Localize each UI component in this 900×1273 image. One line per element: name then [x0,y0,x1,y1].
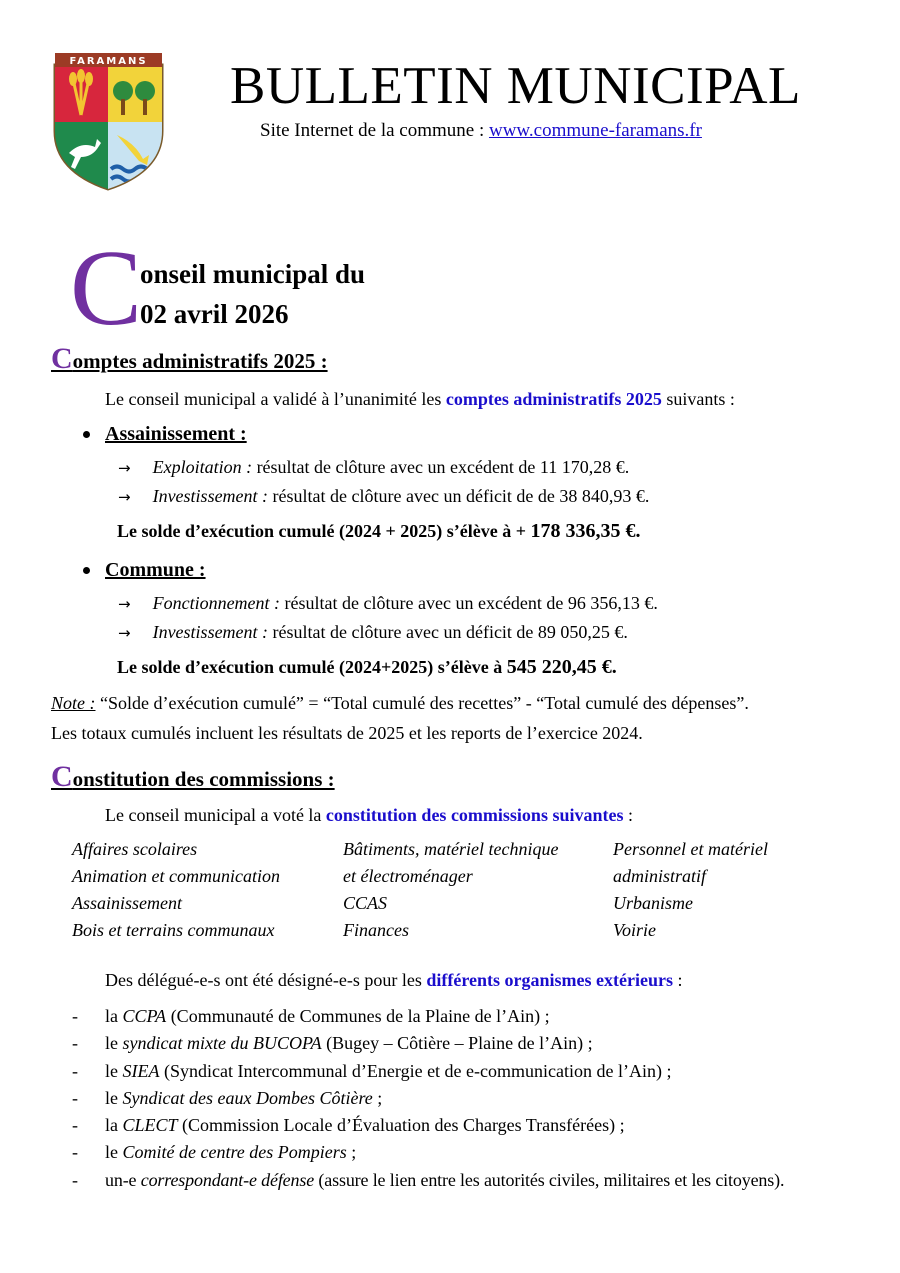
commune-investissement-label: Investissement : [152,622,269,642]
fonctionnement-text: résultat de clôture avec un excédent de 96 356,13 €. [280,593,658,613]
site-line [260,120,702,142]
dash-marker: - [72,1006,78,1026]
dash-marker: - [72,1142,78,1163]
delegates-list [72,1003,784,1194]
exploitation-label: Exploitation : [152,457,253,477]
right-arrow-icon: → [118,488,131,506]
commission-item: Assainissement [72,893,182,913]
accounts-heading-text: omptes administratifs 2025 : [72,349,328,373]
assainissement-solde [117,520,640,543]
council-heading-line1: onseil municipal du [140,259,366,289]
list-item [72,1139,784,1166]
note-label: Note : [51,693,96,713]
commissions-intro-text: Le conseil municipal a voté la [105,805,326,825]
commissions-column-2 [343,836,558,944]
item-desc: (Syndicat Intercommunal d’Energie et de e-communication de l’Ain) ; [159,1060,672,1081]
exploitation-text: résultat de clôture avec un excédent de 11 170,28 €. [252,457,630,477]
assainissement-solde-text: Le solde d’exécution cumulé (2024 + 2025) s’élève à + [117,521,531,541]
council-dropcap: C [70,229,143,348]
council-heading [140,254,365,334]
commissions-intro-bold: constitution des commissions suivantes [325,805,624,825]
commissions-column-1 [72,836,280,944]
investissement-label: Investissement : [152,486,269,506]
commission-item: Animation et communication [72,866,280,886]
commune-line-2 [118,622,628,643]
item-name: CLECT [122,1115,178,1136]
delegates-intro-text: Des délégué-e-s ont été désigné-e-s pour les [105,970,427,990]
item-name: Comité de centre des Pompiers [122,1142,347,1163]
commission-item: Voirie [613,920,656,940]
commission-item: Bois et terrains communaux [72,920,275,940]
commune-solde [117,656,617,679]
commission-item: et électroménager [343,866,473,886]
commission-item: CCAS [343,893,388,913]
dash-marker: - [72,1060,78,1081]
dash-marker: - [72,1169,78,1190]
accounts-intro [105,389,735,410]
item-name: SIEA [122,1060,160,1081]
accounts-heading-cap: C [51,342,73,375]
accounts-intro-end: suivants : [661,389,735,409]
item-name: correspondant-e défense [140,1169,315,1190]
accounts-note-line2: Les totaux cumulés incluent les résultats de 2025 et les reports de l’exercice 2024. [51,723,643,743]
commissions-column-3 [613,836,768,944]
right-arrow-icon: → [118,624,131,642]
list-item [72,1167,784,1194]
list-item [72,1003,784,1030]
faramans-crest [51,53,166,191]
dash-marker: - [72,1033,78,1054]
delegates-intro-end: : [673,970,683,990]
council-heading-date: 02 avril 2026 [140,299,289,329]
commissions-intro-end: : [623,805,633,825]
right-arrow-icon: → [118,459,131,477]
commissions-heading-cap: C [51,760,73,793]
item-desc: (Communauté de Communes de la Plaine de l’Ain) ; [166,1006,550,1026]
delegates-intro-bold: différents organismes extérieurs [426,970,673,990]
assainissement-title: Assainissement : [105,423,247,445]
item-name: Syndicat des eaux Dombes Côtière [122,1087,373,1108]
list-item [72,1085,784,1112]
list-item [72,1112,784,1139]
item-desc: (Commission Locale d’Évaluation des Charges Transférées) ; [177,1115,625,1136]
dash-marker: - [72,1115,78,1136]
accounts-intro-text: Le conseil municipal a validé à l’unanimité les [105,389,446,409]
right-arrow-icon: → [118,595,131,613]
commission-item: administratif [613,866,707,886]
accounts-note [51,693,749,714]
assainissement-line-1 [118,457,629,478]
item-desc: (assure le lien entre les autorités civiles, militaires et les citoyens). [314,1169,785,1190]
investissement-text: résultat de clôture avec un déficit de de 38 840,93 €. [268,486,650,506]
commissions-heading [51,760,335,794]
commission-item: Affaires scolaires [72,839,198,859]
list-item [72,1030,784,1057]
bullet-dot-icon [83,567,90,574]
bullet-assainissement [83,423,247,446]
item-prefix: le [105,1142,123,1163]
list-item [72,1058,784,1085]
item-prefix: le [105,1060,123,1081]
commune-line-1 [118,593,658,614]
dash-marker: - [72,1087,78,1108]
item-prefix: un-e [105,1169,141,1190]
commune-solde-text: Le solde d’exécution cumulé (2024+2025) s’élève à [117,657,507,677]
assainissement-line-2 [118,486,649,507]
delegates-intro [105,970,683,991]
item-prefix: le [105,1033,123,1054]
site-label: Site Internet de la commune : [260,120,489,141]
assainissement-solde-value: 178 336,35 €. [530,520,641,542]
item-name: syndicat mixte du BUCOPA [122,1033,322,1054]
commissions-intro [105,805,633,826]
commune-title: Commune : [105,559,206,581]
fonctionnement-label: Fonctionnement : [152,593,281,613]
accounts-intro-bold: comptes administratifs 2025 [445,389,662,409]
item-prefix: le [105,1087,123,1108]
commission-item: Finances [343,920,409,940]
commissions-heading-text: onstitution des commissions : [72,767,335,791]
item-desc: ; [346,1142,357,1163]
site-link[interactable]: www.commune-faramans.fr [488,120,702,141]
item-prefix: la [105,1006,123,1026]
item-name: CCPA [122,1006,167,1026]
note-text: “Solde d’exécution cumulé” = “Total cumulé des recettes” - “Total cumulé des dépenses”. [95,693,749,713]
commune-solde-value: 545 220,45 €. [506,656,617,678]
accounts-heading [51,342,328,376]
item-desc: ; [372,1087,383,1108]
commission-item: Urbanisme [613,893,693,913]
commune-investissement-text: résultat de clôture avec un déficit de 89 050,25 €. [268,622,628,642]
commission-item: Bâtiments, matériel technique [343,839,559,859]
bullet-dot-icon [83,431,90,438]
crest-town-name: FARAMANS [69,56,148,67]
commission-item: Personnel et matériel [613,839,768,859]
item-prefix: la [105,1115,123,1136]
bullet-commune [83,559,206,582]
bulletin-title: BULLETIN MUNICIPAL [230,57,801,115]
item-desc: (Bugey – Côtière – Plaine de l’Ain) ; [321,1033,593,1054]
